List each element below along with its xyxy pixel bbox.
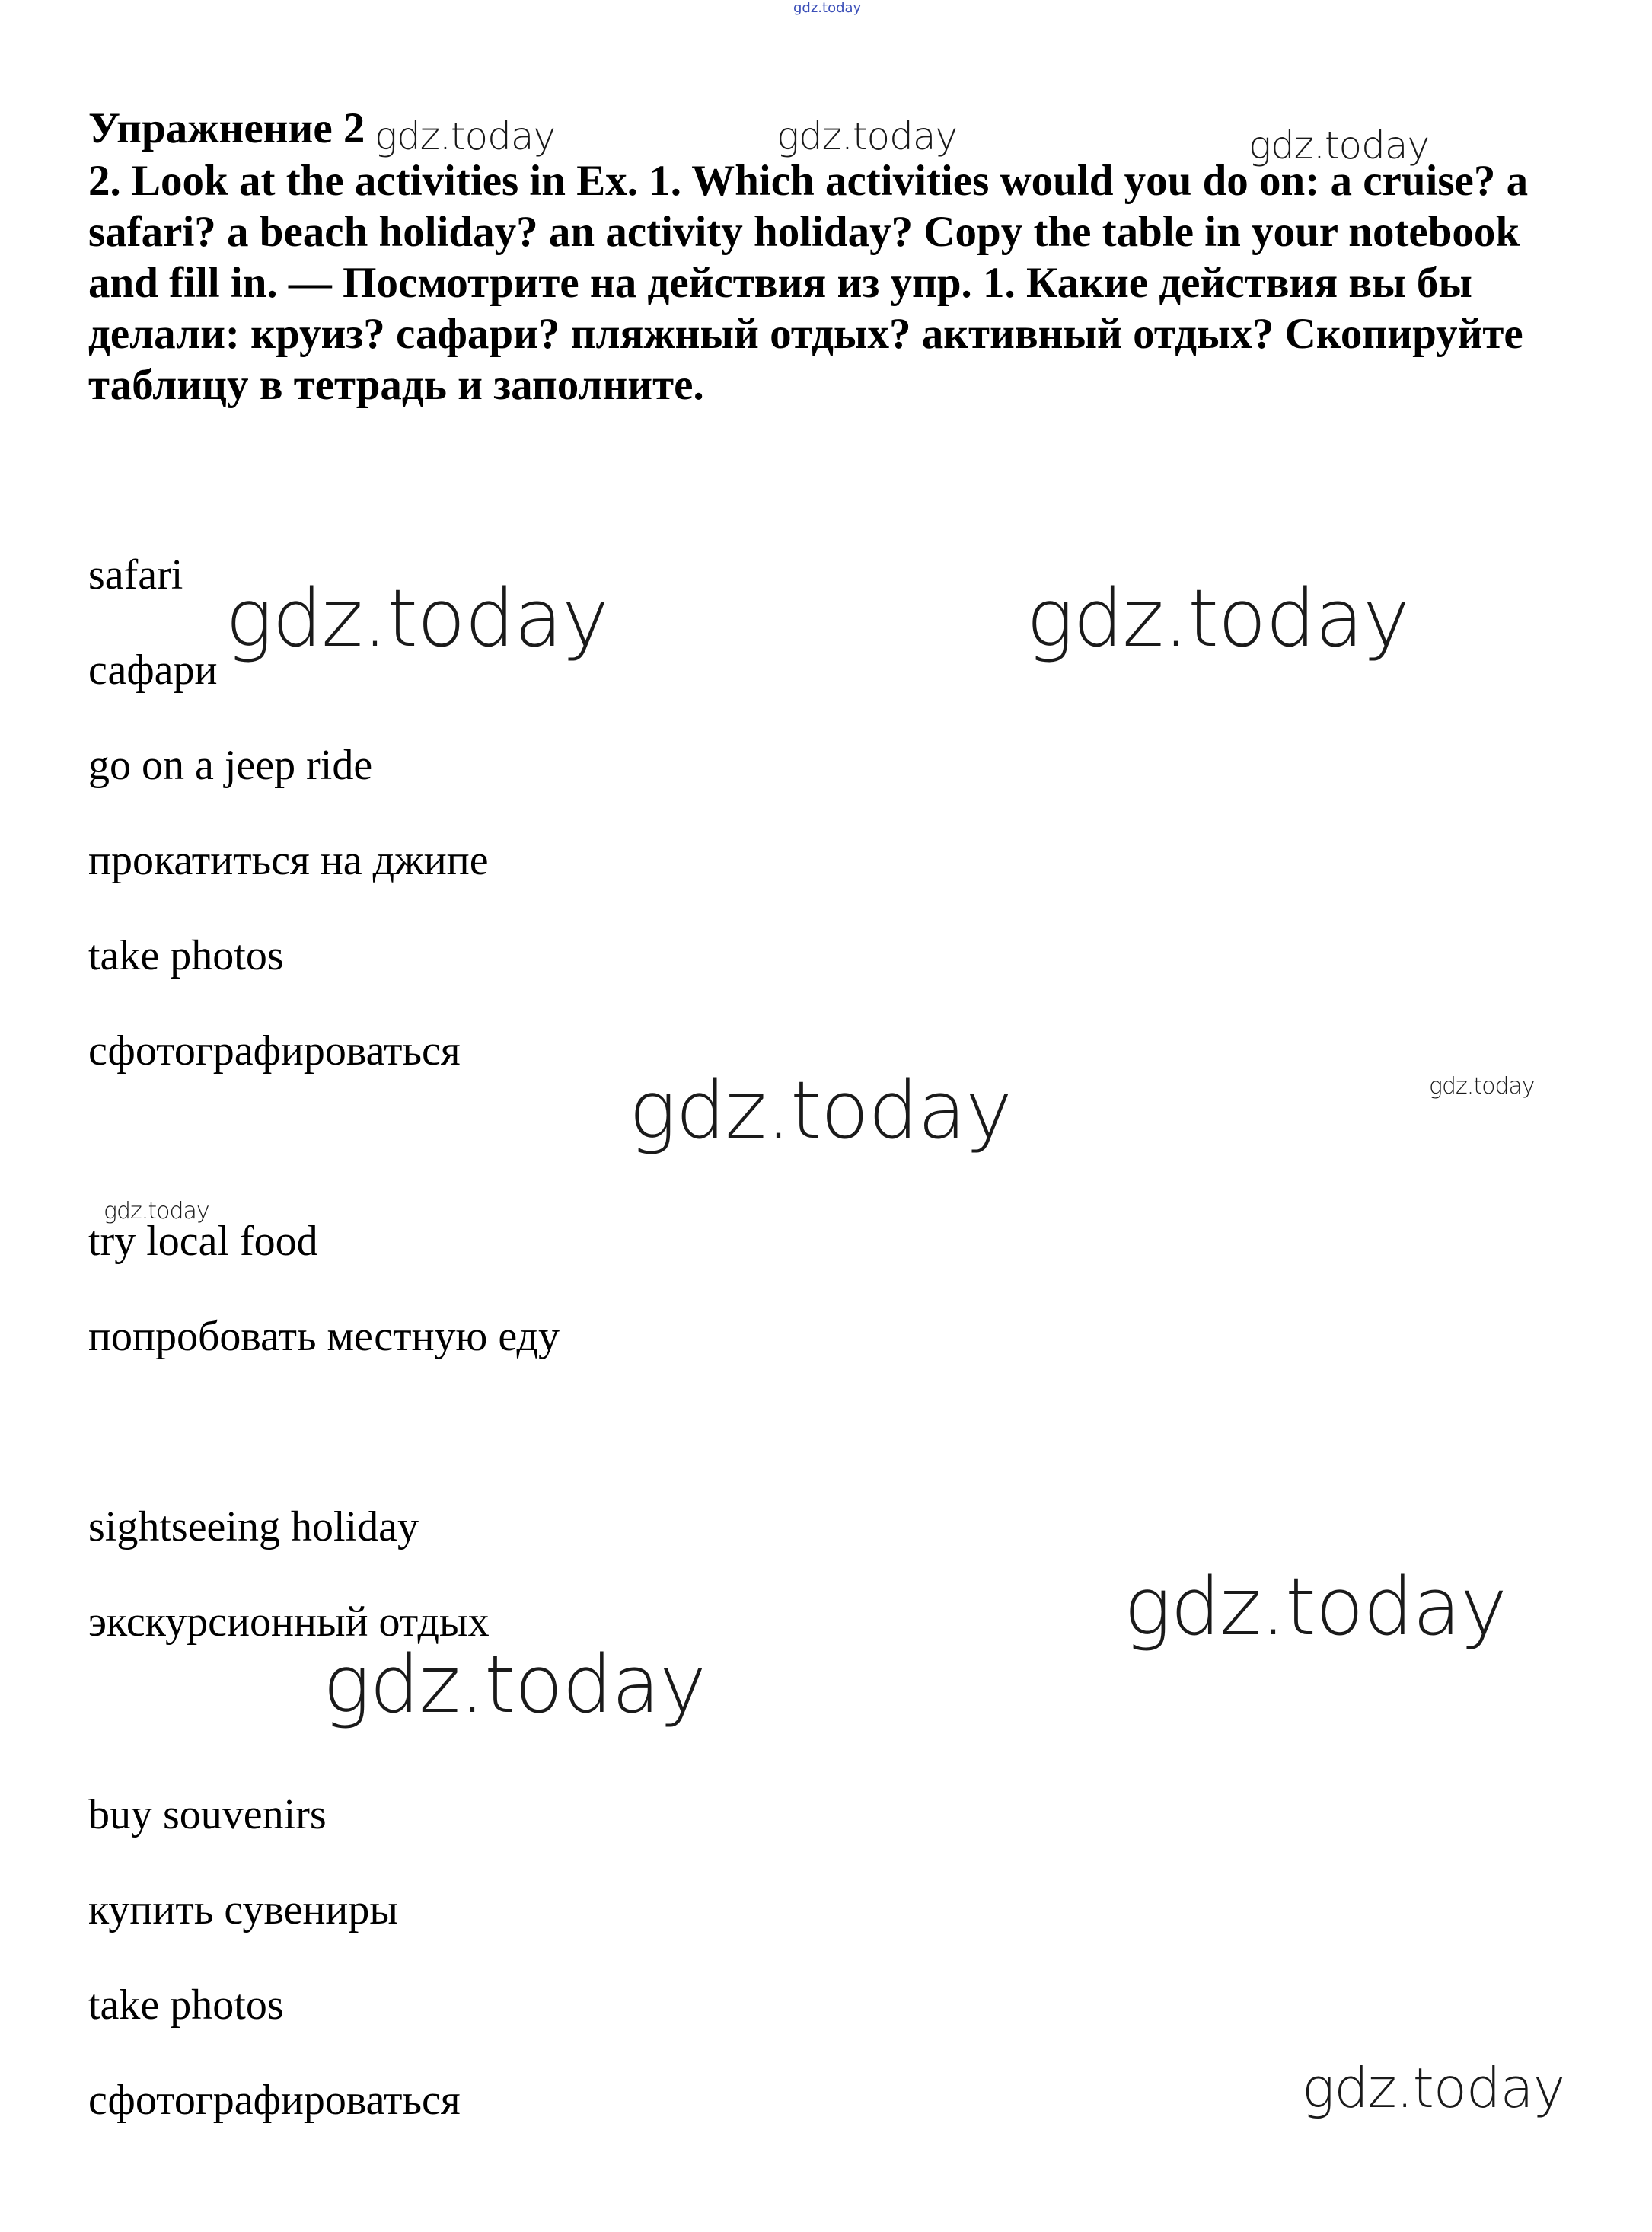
section-title-en: safari [88,551,183,599]
watermark: gdz.today [375,114,556,158]
exercise-title: Упражнение 2 [88,104,365,152]
activity-ru: прокатиться на джипе [88,837,489,884]
watermark: gdz.today [1249,123,1430,168]
section-title-en: sightseeing holiday [88,1503,419,1550]
activity-en: take photos [88,932,284,979]
watermark: gdz.today [323,1638,706,1731]
watermark-top: gdz.today [793,0,862,16]
activity-ru: сфотографироваться [88,2077,461,2124]
watermark: gdz.today [1429,1073,1535,1100]
watermark: gdz.today [1302,2056,1565,2120]
activity-ru: купить сувениры [88,1886,399,1933]
watermark: gdz.today [629,1064,1012,1157]
activity-ru: попробовать местную еду [88,1313,560,1360]
activity-en: buy souvenirs [88,1791,327,1838]
activity-en: take photos [88,1981,284,2029]
exercise-task: 2. Look at the activities in Ex. 1. Which activities would you do on: a cruise? a safari? a beach holiday? an activity holiday? Copy the table in your notebook and fill in. — Посмотрите на действия из упр. 1. Какие действия вы бы делали: круиз? сафари? пляжный отдых? активный отдых? Скопируйте таблицу в тетрадь и заполните. [88,157,1529,409]
watermark: gdz.today [1026,572,1409,665]
section-title-ru: экскурсионный отдых [88,1598,490,1646]
watermark: gdz.today [104,1198,209,1225]
section-title-ru: сафари [88,647,218,694]
activity-en: try local food [88,1218,318,1265]
watermark: gdz.today [225,572,608,665]
watermark: gdz.today [1124,1560,1507,1653]
activity-en: go on a jeep ride [88,742,373,789]
watermark: gdz.today [777,114,958,158]
activity-ru: сфотографироваться [88,1027,461,1074]
